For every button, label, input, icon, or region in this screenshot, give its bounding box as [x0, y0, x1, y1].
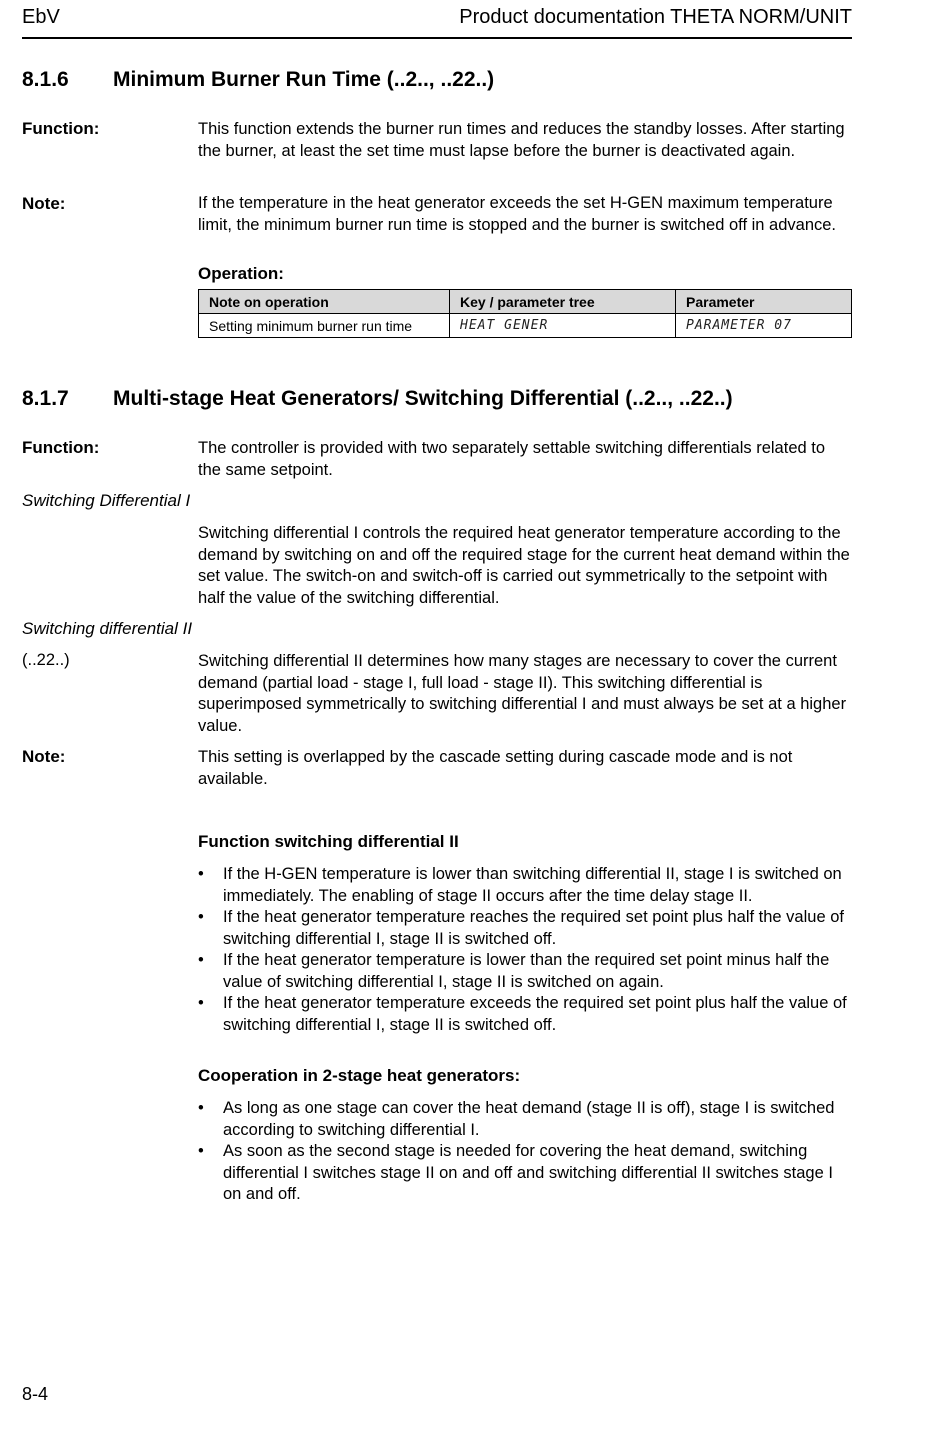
bullet-icon: •	[198, 908, 204, 926]
cooperation-bullet-list	[198, 1098, 852, 1206]
list-item	[198, 1098, 852, 1141]
header-divider	[22, 37, 852, 39]
function-sd2-bullet-list	[198, 864, 852, 1036]
section-816-note-label: Note:	[22, 194, 66, 213]
list-item-text: If the heat generator temperature exceeds the required set point plus half the value of switching differential I, stage II is switched off.	[223, 994, 847, 1034]
section-817-note-label: Note:	[22, 747, 66, 766]
list-item	[198, 907, 852, 950]
list-item-text: As soon as the second stage is needed for covering the heat demand, switching differential I switches stage II on and off and switching differential II switches stage I on and off.	[223, 1142, 833, 1203]
switching-differential-1-label: Switching Differential I	[22, 491, 191, 510]
list-item	[198, 1141, 852, 1206]
header-document-title: Product documentation THETA NORM/UNIT	[459, 6, 852, 28]
bullet-icon: •	[198, 951, 204, 969]
list-item	[198, 950, 852, 993]
list-item-text: If the heat generator temperature is lower than the required set point minus half the value of switching differential I, stage II is switched on again.	[223, 951, 830, 991]
cooperation-heading: Cooperation in 2-stage heat generators:	[198, 1066, 521, 1085]
section-817-number: 8.1.7	[22, 387, 69, 410]
table-header-key: Key / parameter tree	[450, 290, 676, 314]
section-816-operation-label: Operation:	[198, 264, 284, 283]
section-817-title: Multi-stage Heat Generators/ Switching Differential (..2.., ..22..)	[113, 387, 733, 410]
operation-table	[198, 289, 852, 338]
switching-differential-2-sub-label: (..22..)	[22, 651, 70, 669]
switching-differential-1-text: Switching differential I controls the required heat generator temperature according to the demand by switching on and off the required stage for the current heat demand within the set value. The switch-on and switch-off is carried out symmetrically to the setpoint with half the value of the switching differential.	[198, 524, 850, 607]
list-item	[198, 993, 852, 1036]
page-number: 8-4	[22, 1384, 49, 1404]
section-816-title: Minimum Burner Run Time (..2.., ..22..)	[113, 68, 495, 91]
section-817-function-text: The controller is provided with two separately settable switching differentials related to the same setpoint.	[198, 439, 826, 479]
bullet-icon: •	[198, 865, 204, 883]
header-left-text: EbV	[22, 6, 60, 28]
list-item-text: As long as one stage can cover the heat demand (stage II is off), stage I is switched according to switching differential I.	[223, 1099, 835, 1139]
table-header-note: Note on operation	[199, 290, 450, 314]
section-816-function-label: Function:	[22, 119, 100, 138]
section-817-function-label: Function:	[22, 438, 100, 457]
bullet-icon: •	[198, 994, 204, 1012]
list-item-text: If the H-GEN temperature is lower than switching differential II, stage I is switched on immediately. The enabling of stage II occurs after the time delay stage II.	[223, 865, 842, 905]
section-816-function-text: This function extends the burner run times and reduces the standby losses. After starting the burner, at least the set time must lapse before the burner is deactivated again.	[198, 120, 845, 160]
section-817-note-text: This setting is overlapped by the cascade setting during cascade mode and is not available.	[198, 748, 793, 788]
table-cell-parameter-lcd: PARAMETER 07	[676, 314, 852, 338]
operation-table-header-row	[199, 290, 852, 314]
bullet-icon: •	[198, 1099, 204, 1117]
list-item-text: If the heat generator temperature reaches the required set point plus half the value of switching differential I, stage II is switched off.	[223, 908, 844, 948]
list-item	[198, 864, 852, 907]
table-row	[199, 314, 852, 338]
table-cell-key-lcd: HEAT GENER	[450, 314, 676, 338]
switching-differential-2-text: Switching differential II determines how many stages are necessary to cover the current demand (partial load - stage I, full load - stage II). This switching differential is superimposed symmetrically to switching differential I and must always be set at a higher value.	[198, 652, 847, 735]
bullet-icon: •	[198, 1142, 204, 1160]
section-816-number: 8.1.6	[22, 68, 69, 91]
table-header-parameter: Parameter	[676, 290, 852, 314]
table-cell-note: Setting minimum burner run time	[199, 314, 450, 338]
switching-differential-2-label: Switching differential II	[22, 619, 193, 638]
function-sd2-heading: Function switching differential II	[198, 832, 459, 851]
section-816-note-text: If the temperature in the heat generator exceeds the set H-GEN maximum temperature limit, the minimum burner run time is stopped and the burner is switched off in advance.	[198, 194, 837, 234]
